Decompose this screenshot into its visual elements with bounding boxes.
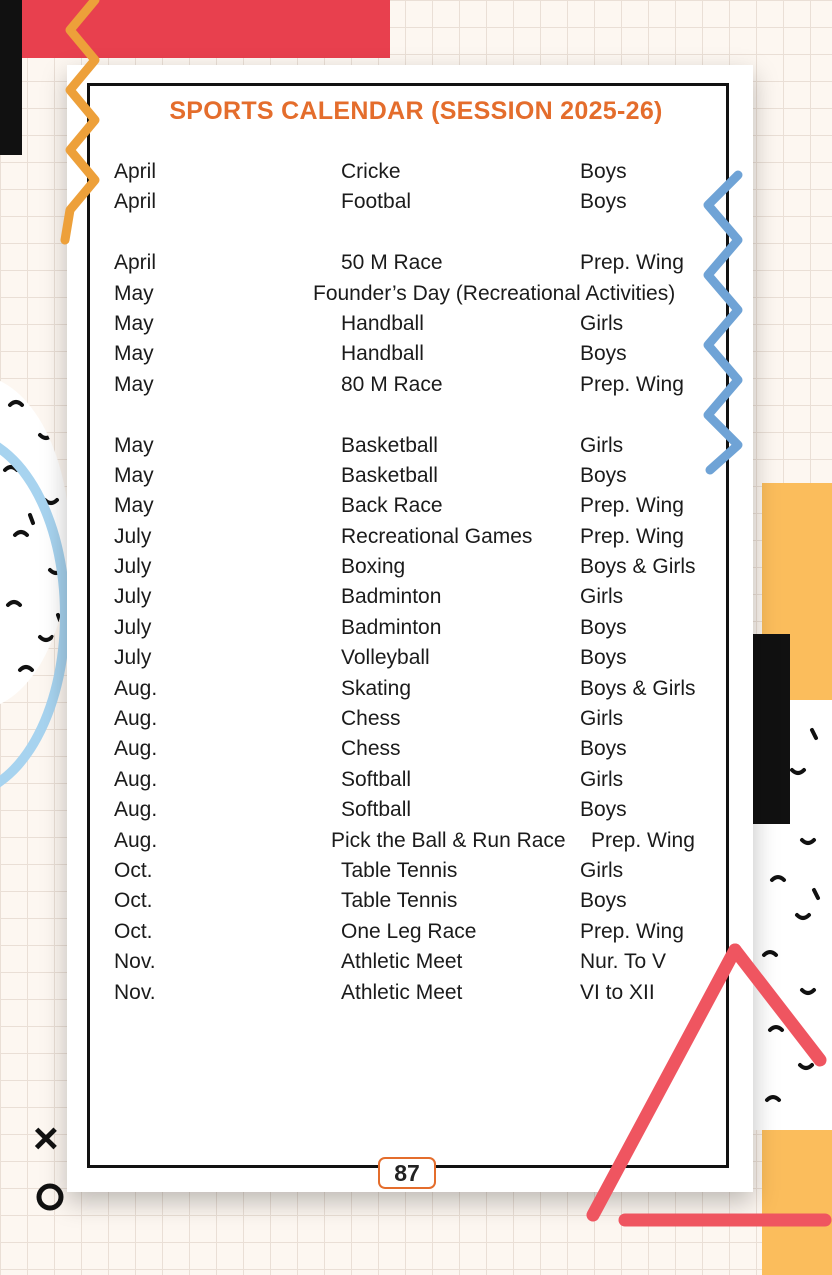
event-cell: Handball bbox=[341, 311, 424, 335]
event-cell: 80 M Race bbox=[341, 372, 443, 396]
schedule-row bbox=[0, 768, 832, 798]
schedule-row bbox=[0, 251, 832, 281]
schedule-row bbox=[0, 889, 832, 919]
group-cell: Boys bbox=[580, 646, 627, 670]
month-cell: May bbox=[114, 342, 154, 366]
group-cell: VI to XII bbox=[580, 980, 655, 1004]
group-cell: Boys bbox=[580, 615, 627, 639]
schedule-row bbox=[0, 646, 832, 676]
event-cell: Basketball bbox=[341, 463, 438, 487]
schedule-row bbox=[0, 434, 832, 464]
month-cell: April bbox=[114, 190, 157, 214]
event-cell: Badminton bbox=[341, 615, 442, 639]
month-cell: May bbox=[114, 494, 154, 518]
group-cell: Boys bbox=[580, 798, 627, 822]
schedule-row bbox=[0, 981, 832, 1011]
schedule-row bbox=[0, 798, 832, 828]
event-cell: Founder’s Day (Recreational Activities) bbox=[313, 281, 676, 305]
month-cell: Aug. bbox=[114, 707, 158, 731]
month-cell: May bbox=[114, 433, 154, 457]
event-cell: Softball bbox=[341, 798, 412, 822]
group-cell: Boys & Girls bbox=[580, 555, 696, 579]
group-cell: Boys bbox=[580, 889, 627, 913]
month-cell: Aug. bbox=[114, 828, 158, 852]
group-cell: Girls bbox=[580, 707, 624, 731]
month-cell: July bbox=[114, 585, 152, 609]
group-cell: Girls bbox=[580, 858, 624, 882]
group-cell: Boys & Girls bbox=[580, 676, 696, 700]
schedule-row bbox=[0, 616, 832, 646]
month-cell: April bbox=[114, 160, 157, 183]
schedule-row bbox=[0, 707, 832, 737]
month-cell: May bbox=[114, 311, 154, 335]
group-cell: Prep. Wing bbox=[580, 524, 684, 548]
month-cell: May bbox=[114, 372, 154, 396]
group-cell: Girls bbox=[580, 767, 624, 791]
month-cell: Oct. bbox=[114, 858, 153, 882]
schedule-row bbox=[0, 373, 832, 403]
event-cell: Table Tennis bbox=[341, 858, 458, 882]
month-cell: May bbox=[114, 281, 154, 305]
month-cell: April bbox=[114, 251, 157, 275]
event-cell: Handball bbox=[341, 342, 424, 366]
event-cell: Chess bbox=[341, 737, 401, 761]
schedule-row bbox=[0, 160, 832, 190]
event-cell: 50 M Race bbox=[341, 251, 443, 275]
event-cell: Back Race bbox=[341, 494, 443, 518]
group-cell: Prep. Wing bbox=[591, 828, 695, 852]
group-cell: Boys bbox=[580, 342, 627, 366]
month-cell: July bbox=[114, 555, 152, 579]
schedule-row bbox=[0, 494, 832, 524]
event-cell: Chess bbox=[341, 707, 401, 731]
group-cell: Girls bbox=[580, 311, 624, 335]
event-cell: Athletic Meet bbox=[341, 980, 463, 1004]
page-number: 87 bbox=[378, 1157, 436, 1189]
schedule-row bbox=[0, 282, 832, 312]
event-cell: Pick the Ball & Run Race bbox=[331, 828, 566, 852]
month-cell: July bbox=[114, 524, 152, 548]
group-cell: Prep. Wing bbox=[580, 372, 684, 396]
group-cell: Nur. To V bbox=[580, 950, 666, 974]
group-cell: Girls bbox=[580, 585, 624, 609]
group-cell: Prep. Wing bbox=[580, 494, 684, 518]
schedule-row bbox=[0, 342, 832, 372]
event-cell: Volleyball bbox=[341, 646, 430, 670]
schedule-row bbox=[0, 737, 832, 767]
event-cell: Skating bbox=[341, 676, 412, 700]
cross-icon: × bbox=[33, 1114, 59, 1163]
group-cell: Boys bbox=[580, 737, 627, 761]
page-title: SPORTS CALENDAR (SESSION 2025-26) bbox=[169, 97, 663, 125]
schedule-row bbox=[0, 312, 832, 342]
month-cell: Aug. bbox=[114, 798, 158, 822]
event-cell: Recreational Games bbox=[341, 524, 533, 548]
event-cell: Badminton bbox=[341, 585, 442, 609]
event-cell: Boxing bbox=[341, 555, 406, 579]
event-cell: Athletic Meet bbox=[341, 950, 463, 974]
month-cell: July bbox=[114, 615, 152, 639]
event-cell: Softball bbox=[341, 767, 412, 791]
event-cell: Footbal bbox=[341, 190, 412, 214]
schedule-row bbox=[0, 525, 832, 555]
month-cell: Nov. bbox=[114, 950, 156, 974]
schedule-table bbox=[0, 160, 832, 1011]
schedule-row bbox=[0, 190, 832, 220]
group-cell: Boys bbox=[580, 190, 627, 214]
month-cell: May bbox=[114, 463, 154, 487]
schedule-row bbox=[0, 950, 832, 980]
circle-icon bbox=[35, 1182, 67, 1214]
schedule-row bbox=[0, 677, 832, 707]
group-cell: Boys bbox=[580, 463, 627, 487]
schedule-row bbox=[0, 464, 832, 494]
schedule-row bbox=[0, 829, 832, 859]
group-cell: Boys bbox=[580, 160, 627, 183]
month-cell: Oct. bbox=[114, 919, 153, 943]
schedule-row bbox=[0, 555, 832, 585]
schedule-row bbox=[0, 859, 832, 889]
schedule-row bbox=[0, 920, 832, 950]
month-cell: Oct. bbox=[114, 889, 153, 913]
month-cell: Aug. bbox=[114, 767, 158, 791]
group-cell: Prep. Wing bbox=[580, 919, 684, 943]
group-cell: Prep. Wing bbox=[580, 251, 684, 275]
schedule-row bbox=[0, 585, 832, 615]
month-cell: July bbox=[114, 646, 152, 670]
month-cell: Aug. bbox=[114, 737, 158, 761]
event-cell: Table Tennis bbox=[341, 889, 458, 913]
month-cell: Aug. bbox=[114, 676, 158, 700]
month-cell: Nov. bbox=[114, 980, 156, 1004]
group-cell: Girls bbox=[580, 433, 624, 457]
black-corner-decoration bbox=[0, 0, 22, 155]
event-cell: Basketball bbox=[341, 433, 438, 457]
event-cell: Cricke bbox=[341, 160, 401, 183]
event-cell: One Leg Race bbox=[341, 919, 477, 943]
